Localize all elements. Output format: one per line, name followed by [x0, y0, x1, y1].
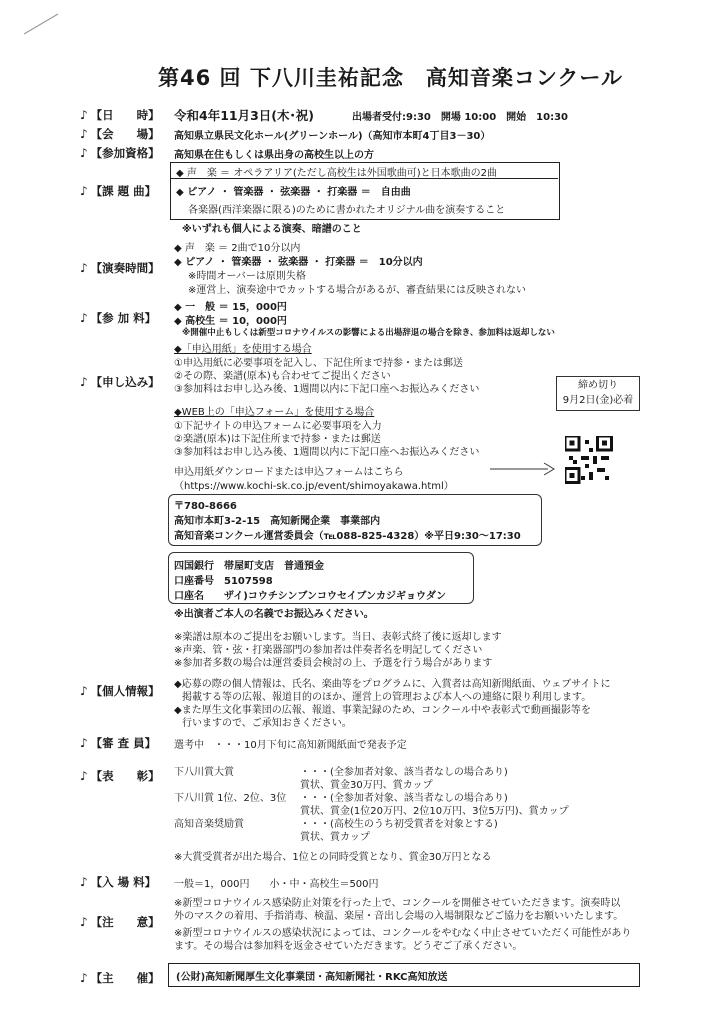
music-note-icon: ♪: [80, 311, 88, 325]
award-note: ※大賞受賞者が出た場合、1位との同時受賞となり、賞金30万円となる: [174, 852, 492, 863]
award-places: 下八川賞 1位、2位、3位: [174, 793, 287, 804]
label-fee: ♪ 【参 加 料】: [80, 311, 157, 325]
label-awards: ♪ 【表 彰】: [80, 769, 160, 783]
label-date: ♪ 【日 時】: [80, 108, 160, 122]
apply-note-2: ※声楽、管・弦・打楽器部門の参加者は伴奏者名を明記してください: [174, 645, 483, 656]
label-duration: ♪ 【演奏時間】: [80, 261, 160, 275]
apply-note-3: ※参加者多数の場合は運営委員会検討の上、予選を行う場合があります: [174, 658, 493, 669]
committee-contact: 高知音楽コンクール運営委員会（℡088-825-4328）※平日9:30～17:30: [174, 531, 521, 542]
deadline-label: 締め切り: [578, 380, 618, 391]
music-note-icon: ♪: [80, 769, 88, 783]
notice-line-3: ※新型コロナウイルスの感染状況によっては、コンクールをやむなく中止させていただく可能性があり: [174, 928, 632, 939]
account-number: 口座番号 5107598: [174, 576, 273, 587]
duration-note-2: ※運営上、演奏途中でカットする場合があるが、審査結果には反映されない: [188, 285, 526, 296]
music-note-icon: ♪: [80, 261, 88, 275]
label-judges: ♪ 【審 査 員】: [80, 736, 157, 750]
label-host: ♪ 【主 催】: [80, 971, 160, 985]
award-encourage: 高知音楽奨励賞: [174, 819, 244, 830]
download-text: 申込用紙ダウンロードまたは申込フォームはこちら: [174, 467, 404, 478]
apply-web-step-1: ①下記サイトの申込フォームに必要事項を入力: [174, 421, 382, 432]
label-eligibility: ♪ 【参加資格】: [80, 146, 160, 160]
bank-name: 四国銀行 帯屋町支店 普通預金: [174, 561, 324, 572]
transfer-name-note: ※出演者ご本人の名義でお振込みください。: [174, 609, 374, 620]
label-privacy: ♪ 【個人情報】: [80, 684, 160, 698]
label-venue: ♪ 【会 場】: [80, 127, 160, 141]
music-note-icon: ♪: [80, 127, 88, 141]
notice-line-2: 外のマスクの着用、手指消毒、検温、楽屋・音出し会場の入場制限などご協力をお願いいたします。: [174, 911, 624, 922]
music-note-icon: ♪: [80, 184, 88, 198]
privacy-line-1: ◆応募の際の個人情報は、氏名、楽曲等をプログラムに、入賞者は高知新聞紙面、ウェブサイトに: [174, 679, 611, 690]
fee-student: ◆ 高校生 ＝ 10，000円: [174, 316, 287, 327]
apply-form-heading: ◆「申込用紙」を使用する場合: [174, 344, 312, 355]
venue-text: 高知県立県民文化ホール(グリーンホール)（高知市本町4丁目3－30）: [174, 131, 491, 142]
music-note-icon: ♪: [80, 915, 88, 929]
music-note-icon: ♪: [80, 375, 88, 389]
duration-instruments: ◆ ピアノ ・ 管楽器 ・ 弦楽器 ・ 打楽器 ＝ 10分以内: [174, 257, 423, 268]
music-note-icon: ♪: [80, 108, 88, 122]
fee-note: ※開催中止もしくは新型コロナウイルスの影響による出場辞退の場合を除き、参加料は返却しない: [182, 328, 555, 338]
award-grand: 下八川賞大賞: [174, 767, 234, 778]
event-date: 令和4年11月3日(木･祝): [174, 108, 314, 123]
download-url[interactable]: （https://www.kochi-sk.co.jp/event/shimoyakawa.html）: [174, 481, 454, 492]
privacy-line-2: 掲載する等の広報、報道目的のほか、運営上の管理および本人への連絡に限り利用します。: [182, 692, 592, 703]
apply-form-step-1: ①申込用紙に必要事項を記入し、下記住所まで持参・または郵送: [174, 358, 463, 369]
notice-line-1: ※新型コロナウイルス感染防止対策を行った上で、コンクールを開催させていただきます。演奏時以: [174, 898, 621, 909]
music-note-icon: ♪: [80, 875, 88, 889]
judges-text: 選考中 ・・・10月下旬に高知新聞紙面で発表予定: [174, 740, 407, 751]
page-title: 第46 回 下八川圭祐記念 高知音楽コンクール: [158, 66, 624, 90]
host-text: (公財)高知新聞厚生文化事業団・高知新聞社・RKC高知放送: [176, 972, 448, 983]
arrow-right-icon: [488, 460, 558, 478]
duration-note-1: ※時間オーバーは原則失格: [188, 271, 306, 282]
award-encourage-desc: ・・・(高校生のうち初受賞者を対象とする): [300, 819, 498, 830]
qr-code-icon[interactable]: [565, 436, 613, 484]
pieces-instruments: ◆ ピアノ ・ 管楽器 ・ 弦楽器 ・ 打楽器 ＝ 自由曲: [176, 187, 411, 198]
award-places-desc: ・・・(全参加者対象、該当者なしの場合あり): [300, 793, 508, 804]
privacy-line-3: ◆また厚生文化事業団の広報、報道、事業記録のため、コンクール中や表彰式で動画撮影等を: [174, 705, 591, 716]
duration-vocal: ◆ 声 楽 ＝ 2曲で10分以内: [174, 243, 301, 254]
pieces-vocal: ◆ 声 楽 ＝ オペラアリア(ただし高校生は外国歌曲可)と日本歌曲の2曲: [176, 168, 497, 179]
deadline-box: [556, 376, 640, 411]
label-pieces: ♪ 【課 題 曲】: [80, 184, 157, 198]
pieces-note: ※いずれも個人による演奏、暗譜のこと: [182, 224, 362, 235]
label-apply: ♪ 【申し込み】: [80, 375, 160, 389]
pieces-instruments-note: 各楽器(西洋楽器に限る)のために書かれたオリジナル曲を演奏すること: [188, 205, 506, 216]
postal-code: 〒780-8666: [174, 501, 237, 512]
apply-web-step-2: ②楽譜(原本)は下記住所まで持参・または郵送: [174, 434, 381, 445]
apply-web-step-3: ③参加料はお申し込み後、1週間以内に下記口座へお振込みください: [174, 447, 480, 458]
label-admission: ♪ 【入 場 料】: [80, 875, 157, 889]
decorative-stroke: [22, 12, 62, 36]
music-note-icon: ♪: [80, 684, 88, 698]
deadline-date: 9月2日(金)必着: [562, 395, 634, 406]
award-grand-prize: 賞状、賞金30万円、賞カップ: [300, 780, 433, 791]
notice-line-4: ます。その場合は参加料を返金させていただきます。どうぞご了承ください。: [174, 941, 523, 952]
account-name: 口座名 ザイ)コウチシンブンコウセイブンカジギョウダン: [174, 591, 447, 602]
event-times: 出場者受付:9:30 開場 10:00 開始 10:30: [352, 112, 569, 123]
apply-note-1: ※楽譜は原本のご提出をお願いします。当日、表彰式終了後に返却します: [174, 632, 502, 643]
address-line: 高知市本町3-2-15 高知新聞企業 事業部内: [174, 516, 381, 527]
admission-text: 一般＝1，000円 小・中・高校生＝500円: [174, 879, 379, 890]
privacy-line-4: 行いますので、ご承知おきください。: [182, 718, 352, 729]
label-notes: ♪ 【注 意】: [80, 915, 160, 929]
apply-form-step-3: ③参加料はお申し込み後、1週間以内に下記口座へお振込みください: [174, 384, 480, 395]
award-places-prize: 賞状、賞金(1位20万円、2位10万円、3位5万円)、賞カップ: [300, 806, 569, 817]
music-note-icon: ♪: [80, 736, 88, 750]
apply-web-heading: ◆WEB上の「申込フォーム」を使用する場合: [174, 407, 375, 418]
fee-general: ◆ 一 般 ＝ 15，000円: [174, 302, 287, 313]
apply-form-step-2: ②その際、楽譜(原本)も合わせてご提出ください: [174, 371, 391, 382]
eligibility-text: 高知県在住もしくは県出身の高校生以上の方: [174, 150, 374, 161]
award-encourage-prize: 賞状、賞カップ: [300, 832, 370, 843]
award-grand-desc: ・・・(全参加者対象、該当者なしの場合あり): [300, 767, 508, 778]
music-note-icon: ♪: [80, 971, 88, 985]
music-note-icon: ♪: [80, 146, 88, 160]
